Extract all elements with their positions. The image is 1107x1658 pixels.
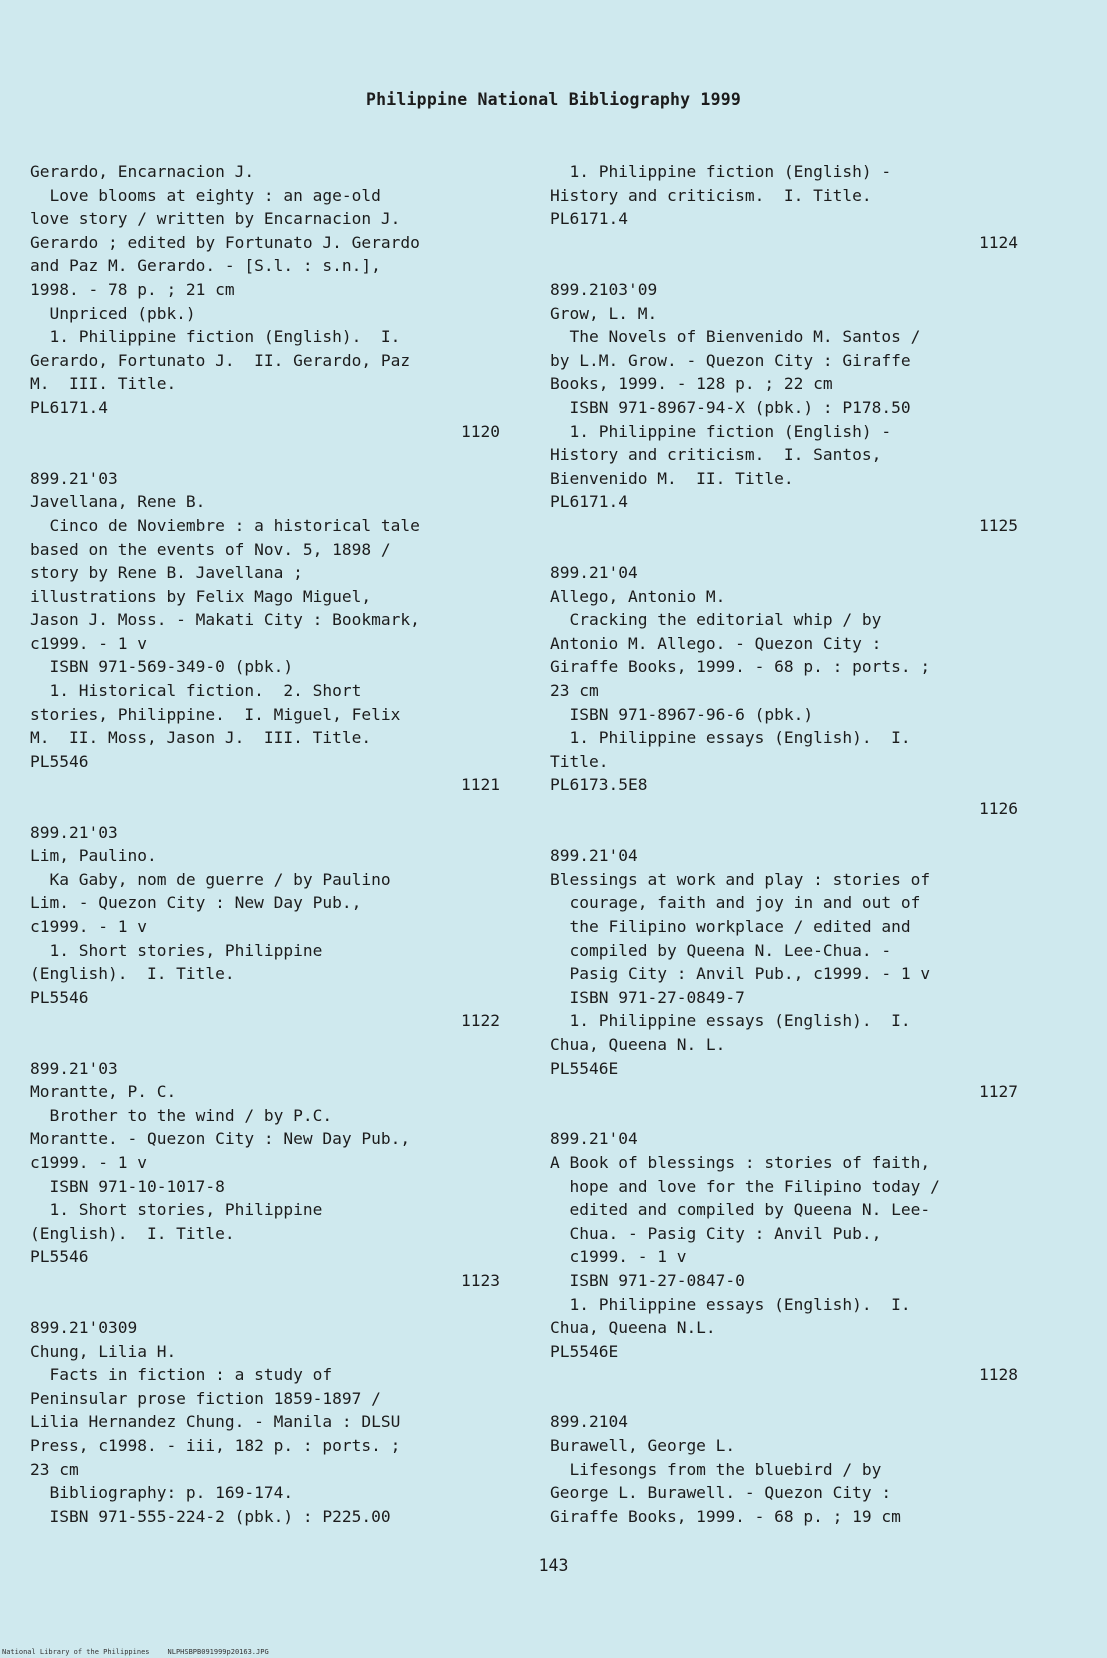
bibliography-entry — [550, 160, 1018, 278]
entry-line: 1. Philippine essays (English). I. — [550, 1011, 911, 1031]
entry-line: 899.21'03 — [30, 822, 118, 842]
entry-spacer — [30, 443, 500, 467]
entry-line: Press, c1998. - iii, 182 p. : ports. ; — [30, 1436, 401, 1456]
entry-line: M. II. Moss, Jason J. III. Title. — [30, 728, 372, 748]
entry-line: PL5546 — [30, 987, 89, 1007]
entry-line: A Book of blessings : stories of faith, — [550, 1152, 931, 1172]
entry-line: based on the events of Nov. 5, 1898 / — [30, 539, 391, 559]
entry-line: PL6173.5E8 — [550, 775, 648, 795]
page-number: 143 — [538, 1556, 569, 1575]
entry-line: Pasig City : Anvil Pub., c1999. - 1 v — [550, 964, 931, 984]
bibliography-entry — [30, 160, 500, 467]
entry-line: c1999. - 1 v — [550, 1247, 687, 1267]
entry-number: 1120 — [461, 421, 500, 441]
entry-line: 899.21'03 — [30, 1058, 118, 1078]
bibliography-entry — [550, 1127, 1018, 1410]
entry-line: c1999. - 1 v — [30, 633, 147, 653]
entry-line: c1999. - 1 v — [30, 917, 147, 936]
entry-line: PL5546 — [30, 751, 89, 771]
entry-line: Allego, Antonio M. — [550, 586, 726, 606]
file-name: NLPHSBPB091999p20163.JPG — [167, 1648, 269, 1656]
entry-line: 1. Short stories, Philippine — [30, 1200, 323, 1220]
entry-line: Lim. - Quezon City : New Day Pub., — [30, 893, 362, 913]
entry-line: hope and love for the Filipino today / — [550, 1176, 940, 1196]
bibliography-entry — [550, 561, 1018, 844]
entry-line: PL6171.4 — [30, 397, 108, 417]
entry-line: 899.2103'09 — [550, 279, 658, 299]
entry-line: Bibliography: p. 169-174. — [30, 1483, 294, 1503]
entry-line: Cracking the editorial whip / by — [550, 610, 882, 630]
entry-line: Burawell, George L. — [550, 1436, 736, 1456]
entry-line: 899.21'0309 — [30, 1318, 138, 1338]
entry-line: Gerardo ; edited by Fortunato J. Gerardo — [30, 232, 420, 252]
entry-line: ISBN 971-8967-96-6 (pbk.) — [550, 704, 814, 724]
entry-line: the Filipino workplace / edited and — [550, 917, 911, 936]
entry-line: story by Rene B. Javellana ; — [30, 563, 303, 583]
entry-spacer — [550, 1104, 1018, 1128]
entry-line: 1. Philippine fiction (English). I. — [30, 327, 401, 347]
entry-line: George L. Burawell. - Quezon City : — [550, 1483, 892, 1503]
scan-credit — [2, 1648, 287, 1656]
entry-line: Brother to the wind / by P.C. — [30, 1105, 333, 1125]
entry-line: Peninsular prose fiction 1859-1897 / — [30, 1388, 381, 1408]
bibliography-entry — [550, 278, 1018, 561]
entry-line: PL6171.4 — [550, 209, 628, 229]
entry-line: Love blooms at eighty : an age-old — [30, 185, 381, 205]
entry-line: 899.21'04 — [550, 563, 638, 583]
entry-line: love story / written by Encarnacion J. — [30, 209, 401, 229]
entry-line: (English). I. Title. — [30, 964, 235, 984]
entry-number: 1124 — [979, 232, 1018, 252]
entry-spacer — [550, 538, 1018, 562]
entry-line: Bienvenido M. II. Title. — [550, 468, 794, 488]
entry-line: 1. Historical fiction. 2. Short — [30, 681, 362, 701]
entry-line: compiled by Queena N. Lee-Chua. - — [550, 940, 892, 960]
entry-line: 899.21'04 — [550, 846, 638, 866]
entry-spacer — [30, 1293, 500, 1317]
entry-line: ISBN 971-569-349-0 (pbk.) — [30, 657, 294, 677]
entry-line: Morantte. - Quezon City : New Day Pub., — [30, 1129, 411, 1149]
entry-line: 1998. - 78 p. ; 21 cm — [30, 279, 235, 299]
entry-number: 1126 — [979, 799, 1018, 819]
right-column — [550, 160, 1018, 1528]
entry-line: Books, 1999. - 128 p. ; 22 cm — [550, 374, 833, 394]
entry-line: Unpriced (pbk.) — [30, 303, 196, 323]
entry-line: M. III. Title. — [30, 374, 177, 394]
entry-spacer — [550, 254, 1018, 278]
bibliography-entry — [550, 1410, 1018, 1528]
entry-line: History and criticism. I. Santos, — [550, 445, 882, 465]
entry-line: stories, Philippine. I. Miguel, Felix — [30, 704, 401, 724]
entry-line: and Paz M. Gerardo. - [S.l. : s.n.], — [30, 256, 381, 276]
entry-line: Chua, Queena N.L. — [550, 1318, 716, 1338]
entry-line: ISBN 971-8967-94-X (pbk.) : P178.50 — [550, 397, 911, 417]
entry-line: 1. Philippine fiction (English) - — [550, 421, 892, 441]
entry-line: c1999. - 1 v — [30, 1152, 147, 1172]
entry-spacer — [550, 821, 1018, 845]
entry-line: Jason J. Moss. - Makati City : Bookmark, — [30, 610, 420, 630]
entry-spacer — [30, 1033, 500, 1057]
entry-line: Morantte, P. C. — [30, 1082, 177, 1102]
entry-line: 899.21'04 — [550, 1129, 638, 1149]
entry-line: ISBN 971-555-224-2 (pbk.) : P225.00 — [30, 1506, 391, 1526]
entry-line: Antonio M. Allego. - Quezon City : — [550, 633, 882, 653]
entry-line: The Novels of Bienvenido M. Santos / — [550, 327, 921, 347]
entry-line: Gerardo, Fortunato J. II. Gerardo, Paz — [30, 350, 411, 370]
entry-number: 1128 — [979, 1365, 1018, 1385]
entry-line: 23 cm — [550, 681, 599, 701]
entry-line: Grow, L. M. — [550, 303, 658, 323]
entry-line: 899.2104 — [550, 1412, 628, 1432]
entry-number: 1121 — [461, 775, 500, 795]
entry-line: Cinco de Noviembre : a historical tale — [30, 515, 420, 535]
entry-line: (English). I. Title. — [30, 1223, 235, 1243]
entry-line: PL6171.4 — [550, 492, 628, 512]
entry-line: ISBN 971-10-1017-8 — [30, 1176, 225, 1196]
page-title: Philippine National Bibliography 1999 — [366, 90, 741, 109]
entry-line: Gerardo, Encarnacion J. — [30, 162, 255, 181]
entry-line: illustrations by Felix Mago Miguel, — [30, 586, 372, 606]
entry-number: 1127 — [979, 1082, 1018, 1102]
bibliography-entry — [550, 844, 1018, 1127]
entry-line: Lilia Hernandez Chung. - Manila : DLSU — [30, 1412, 401, 1432]
entry-line: History and criticism. I. Title. — [550, 185, 872, 205]
bibliography-entry — [30, 467, 500, 821]
bibliography-entry — [30, 821, 500, 1057]
entry-spacer — [30, 797, 500, 821]
entry-line: Ka Gaby, nom de guerre / by Paulino — [30, 869, 391, 889]
entry-line: edited and compiled by Queena N. Lee- — [550, 1200, 931, 1220]
left-column — [30, 160, 500, 1528]
bibliography-entry — [30, 1316, 500, 1528]
entry-line: 23 cm — [30, 1459, 79, 1479]
entry-line: 1. Philippine essays (English). I. — [550, 728, 911, 748]
entry-line: Chua. - Pasig City : Anvil Pub., — [550, 1223, 882, 1243]
entry-line: Facts in fiction : a study of — [30, 1365, 333, 1385]
entry-line: PL5546E — [550, 1341, 619, 1361]
entry-line: Chua, Queena N. L. — [550, 1034, 726, 1054]
entry-line: 899.21'03 — [30, 468, 118, 488]
entry-line: PL5546 — [30, 1247, 89, 1267]
entry-line: 1. Short stories, Philippine — [30, 940, 323, 960]
entry-line: Lifesongs from the bluebird / by — [550, 1459, 882, 1479]
entry-line: Blessings at work and play : stories of — [550, 869, 931, 889]
library-name: National Library of the Philippines — [2, 1648, 150, 1656]
entry-line: by L.M. Grow. - Quezon City : Giraffe — [550, 350, 911, 370]
entry-number: 1123 — [461, 1270, 500, 1290]
entry-line: Giraffe Books, 1999. - 68 p. : ports. ; — [550, 657, 931, 677]
entry-line: PL5546E — [550, 1058, 619, 1078]
entry-line: Javellana, Rene B. — [30, 492, 206, 512]
entry-line: courage, faith and joy in and out of — [550, 893, 921, 913]
entry-line: Giraffe Books, 1999. - 68 p. ; 19 cm — [550, 1506, 901, 1526]
entry-line: ISBN 971-27-0849-7 — [550, 987, 745, 1007]
entry-line: 1. Philippine fiction (English) - — [550, 162, 892, 181]
bibliography-entry — [30, 1057, 500, 1317]
entry-spacer — [550, 1387, 1018, 1411]
entry-number: 1125 — [979, 515, 1018, 535]
entry-line: Lim, Paulino. — [30, 846, 157, 866]
entry-number: 1122 — [461, 1011, 500, 1031]
entry-line: Title. — [550, 751, 609, 771]
entry-line: 1. Philippine essays (English). I. — [550, 1294, 911, 1314]
entry-line: Chung, Lilia H. — [30, 1341, 177, 1361]
entry-line: ISBN 971-27-0847-0 — [550, 1270, 745, 1290]
